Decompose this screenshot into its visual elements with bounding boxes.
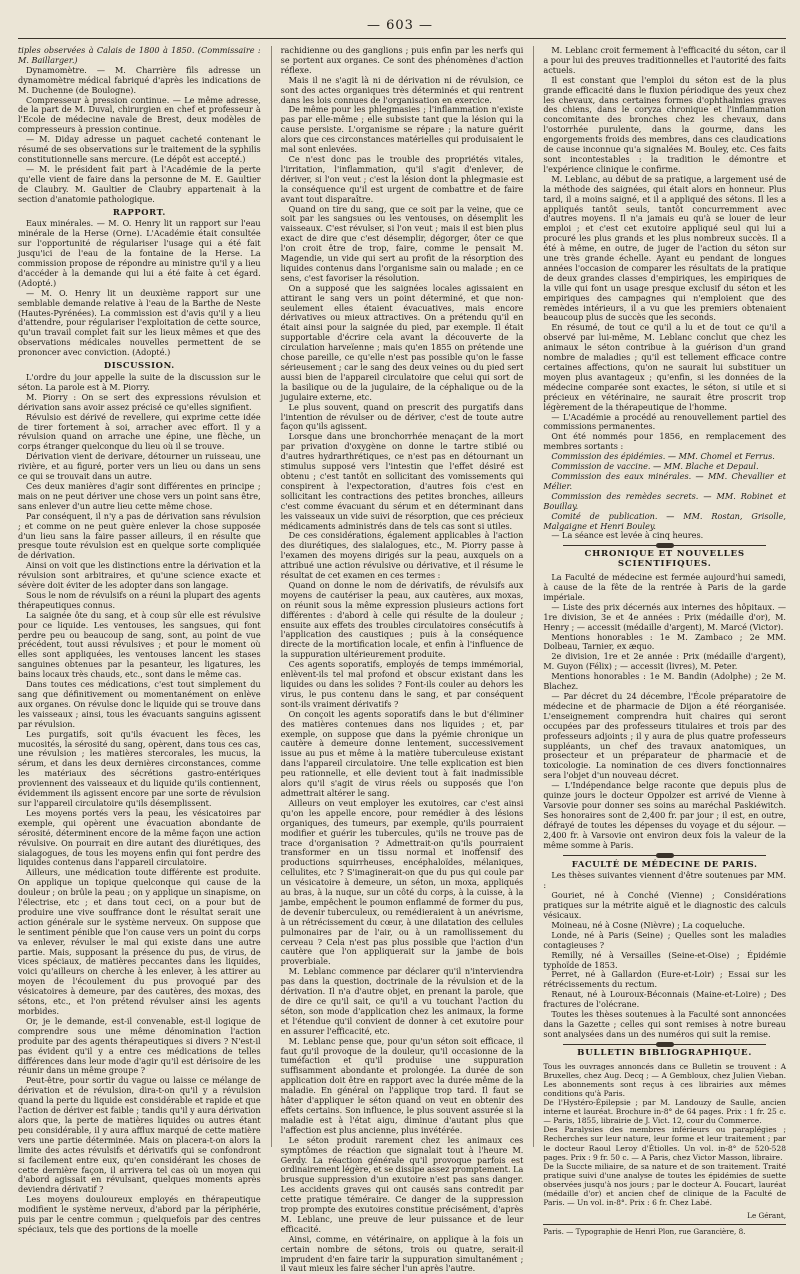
paragraph: Gouriet, né à Conché (Vienne) ; Considérations pratiques sur la métrite aiguë et le diagnostic des calculs vésicaux.: [543, 890, 787, 921]
paragraph: Mais il ne s'agit là ni de dérivation ni de révulsion, ce sont des actes organiques très déterminés et qui rentrent dans les lois connues de l'organisation en exercice.: [280, 74, 524, 105]
page-number: — 603 —: [366, 18, 434, 33]
paragraph: M. Leblanc pense que, pour qu'un séton soit efficace, il faut qu'il provoque de la douleur, qu'il occasionne de la tuméfaction et qu'il produise une suppuration suffisamment abondante et prolongée. La durée de son application doit être en rapport avec la durée même de la maladie. En général on l'applique trop tard. Il faut se hâter d'appliquer le séton quand on veut en obtenir des effets certains. Son influence, le plus souvent assurée si la maladie est à l'état aigu, diminue d'autant plus que l'affection est plus ancienne, plus invétérée.: [280, 1035, 524, 1135]
separator-rule: [563, 1044, 766, 1045]
paragraph: Dans toutes ces médications, c'est tout simplement du sang que définitivement ou momentanément on enlève aux organes. On révulse donc le liquide qui se trouve dans les vaisseaux ; ainsi, tous les évacuants sanguins agissent par révulsion.: [18, 679, 261, 729]
section-heading-discussion: DISCUSSION.: [103, 360, 175, 371]
bibliography-entry: De l'Hystéro-Épilepsie ; par M. Landouzy de Saulle, ancien interne et lauréat. Brochure in-8° de 64 pages. Prix : 1 fr. 25 c. — Paris, 1855, librairie de J. Vict. 12, cour du Commerce.: [543, 1098, 787, 1126]
paragraph: Ainsi on voit que les distinctions entre la dérivation et la révulsion sont arbitraires, et qu'une science exacte et sévère doit éviter de les adopter dans son langage.: [18, 560, 261, 591]
paragraph: De ces considérations, également applicables à l'action des diurétiques, des sialalogues, etc., M. Piorry passe à l'examen des moyens dirigés sur la peau, auxquels on a attribué une action révulsive ou dérivative, et il résume le résultat de cet examen en ces termes :: [280, 530, 524, 581]
paragraph: rachidienne ou des ganglions ; puis enfin par les nerfs qui se portent aux organes. Ce sont des phénomènes d'action réflexe.: [280, 45, 524, 75]
separator-rule: [563, 545, 766, 546]
section-heading-faculte: FACULTÉ DE MÉDECINE DE PARIS.: [571, 858, 758, 869]
paragraph: Londe, né à Paris (Seine) ; Quelles sont les maladies contagieuses ?: [543, 929, 787, 950]
paragraph: La saignée ôte du sang, et à coup sûr elle est révulsive pour ce liquide. Les ventouses, les sangsues, qui font perdre peu ou beaucoup de sang, sont, au point de vue précédent, tout aussi révulsives ; et pour le moment où elles sont appliquées, les ventouses lancent les stases sanguines obtenues par la pesanteur, les ligatures, les bains locaux très chauds, etc., sont dans le même cas.: [18, 609, 261, 680]
paragraph: Remilly, né à Versailles (Seine-et-Oise) ; Épidémie typhoïde de 1853.: [543, 949, 787, 970]
paragraph: Eaux minérales. — M. O. Henry lit un rapport sur l'eau minérale de la Herse (Orne). L'Académie était consultée sur l'opportunité de régulariser l'usage qui a été fait jusqu'ici de l'eau de la fontaine de la Herse. La commission propose de répondre au ministre qu'il y a lieu d'accéder à la demande qui lui a été faite à cet égard. (Adopté.): [18, 218, 261, 288]
paragraph: Dérivation vient de derivare, détourner un ruisseau, une rivière, et au figuré, porter vers un lieu ou dans un sens ce qui se trouvait dans un autre.: [18, 451, 261, 482]
column-left: [18, 45, 261, 1234]
paragraph: Quand on tire du sang, que ce soit par la veine, que ce soit par les sangsues ou les ventouses, on désemplit les vaisseaux. C'est révulser, si l'on veut ; mais il est bien plus exact de dire que c'est désemplir, dégorger, ôter ce que l'on croit être de trop, faire, comme le pensait M. Magendie, un vide qui sert au profit de la résorption des liquides contenus dans l'organisme sain ou malade ; en ce sens, c'est favoriser la résolution.: [280, 203, 524, 283]
paragraph: tiples observées à Calais de 1800 à 1850. (Commissaire : M. Baillarger.): [18, 45, 261, 65]
paragraph: Lorsque dans une bronchorrhée menaçant de la mort par privation d'oxygène on donne le tartre stibié ou d'autres hydrarthrétiques, ce n'est pas en détournant un stimulus supposé vers l'intestin que l'effet désiré est obtenu ; c'est tantôt en sollicitant des vomissements qui conspirent à l'expectoration, d'autres fois c'est en sollicitant les contractions des petites bronches, ailleurs c'est comme évacuant du sérum et en déterminant dans les vaisseaux un vide suivi de résorption, que ces précieux médicaments administrés dans de tels cas sont si utiles.: [280, 431, 524, 531]
paragraph: Les purgatifs, soit qu'ils évacuent les fèces, les mucosités, la sérosité du sang, opèrent, dans tous ces cas, une révulsion ; les matières stercorales, les mucus, la sérum, et dans les deux dernières circonstances, comme les matériaux des sécrétions gastro-entériques proviennent des vaisseaux et du liquide qu'ils contiennent, évidemment ils agissent encore par une sorte de révulsion sur l'appareil circulatoire qu'ils désemplissent.: [18, 728, 261, 808]
paragraph: — M. le président fait part à l'Académie de la perte qu'elle vient de faire dans la personne de M. E. Gaultier de Claubry. M. Gaultier de Claubry appartenait à la section d'anatomie pathologique.: [18, 163, 261, 204]
paragraph: Le séton produit rarement chez les animaux ces symptômes de réaction que signalait tout à l'heure M. Gerdy. La réaction générale qu'il provoque parfois est ordinairement légère, et se dissipe assez promptement. La brusque suppression d'un exutoire n'est pas sans danger. Les accidents graves qui ont causés sans contredit par cette pratique téméraire. Ce danger de la suppression trop prompte des exutoires constitue précisément, d'après M. Leblanc, une preuve de leur puissance et de leur efficacité.: [280, 1134, 524, 1234]
paragraph: Par conséquent, il n'y a pas de dérivation sans révulsion ; et comme on ne peut guère enlever la chose supposée d'un lieu sans la faire passer ailleurs, il en résulte que presque toute révulsion est en quelque sorte compliquée de dérivation.: [18, 510, 261, 561]
paragraph: Perret, né à Gallardon (Eure-et-Loir) ; Essai sur les rétrécissements du rectum.: [543, 969, 787, 990]
paragraph: On conçoit les agents soporatifs dans le but d'éliminer des matières contenues dans nos liquides ; et, par exemple, on suppose que dans la pyémie chronique un cautère à demeure donne lentement, successivement issue au pus et même à la matière tuberculeuse existant dans l'appareil circulatoire. Une telle explication est bien peu rationnelle, et elle devient tout à fait inadmissible alors qu'il s'agit de virus réels ou supposés que l'on admettrait altérer le sang.: [280, 708, 524, 798]
paragraph: L'ordre du jour appelle la suite de la discussion sur le séton. La parole est à M. Piorry.: [18, 372, 261, 392]
text-columns: [18, 45, 787, 1274]
paragraph: Comité de publication. — MM. Rostan, Grisolle, Malgaigne et Henri Bouley.: [543, 510, 787, 531]
paragraph: Les moyens portés vers la peau, les vésicatoires par exemple, qui opèrent une évacuation abondante de sérosité, déterminent encore de la même façon une action révulsive. On pourrait en dire autant des diurétiques, des sialagogues, de tous les moyens enfin qui font perdre des liquides contenus dans l'appareil circulatoire.: [18, 807, 261, 868]
paragraph: Les thèses suivantes viennent d'être soutenues par MM. :: [543, 870, 787, 891]
paragraph: Commission des remèdes secrets. — MM. Robinet et Bouillay.: [543, 490, 787, 511]
paragraph: Ces agents soporatifs, employés de temps immémorial, enlèvent-ils tel mal profond et obscur existant dans les liquides ou dans les solides ? Font-ils couler au dehors les virus, le pus contenu dans le sang, et par conséquent sont-ils vraiment dérivatifs ?: [280, 659, 524, 709]
paragraph: Ainsi, comme, en vétérinaire, on applique à la fois un certain nombre de sétons, trois ou quatre, serait-il imprudent d'en faire tarir la suppuration simultanément ; il vaut mieux les faire sécher l'un après l'autre.: [280, 1233, 524, 1274]
section-heading-bulletin: BULLETIN BIBLIOGRAPHIQUE.: [577, 1047, 753, 1058]
section-heading-chronique: CHRONIQUE ET NOUVELLES SCIENTIFIQUES.: [584, 549, 745, 570]
paragraph: — L'Indépendance belge raconte que depuis plus de quinze jours le docteur Oppolzer est arrivé de Vienne à Varsovie pour donner ses soins au maréchal Paskiéwitch. Ses honoraires sont de 2,400 fr. par jour ; il est, en outre, défrayé de toutes les dépenses du voyage et du séjour. — 2,400 fr. à Varsovie ont environ deux fois la valeur de la même somme à Paris.: [543, 780, 787, 850]
paragraph: Le plus souvent, quand on prescrit des purgatifs dans l'intention de révulser ou de dériver, c'est de toute autre façon qu'ils agissent.: [280, 401, 524, 432]
bibliography-entry: Des Paralysies des membres inférieurs ou paraplégies ; Recherches sur leur nature, leur forme et leur traitement ; par le docteur Raoul Leroy d'Étiolles. Un vol. in-8° de 520-528 pages. Prix : 9 fr. 50 c. — A Paris, chez Victor Masson, libraire.: [543, 1125, 787, 1162]
column-right: [533, 45, 787, 1237]
paragraph: Dynamomètre. — M. Charrière fils adresse un dynamomètre médical fabriqué d'après les indications de M. Duchenne (de Boulogne).: [18, 64, 261, 95]
paragraph: — M. O. Henry lit un deuxième rapport sur une semblable demande relative à l'eau de la Barthe de Neste (Hautes-Pyrénées). La commission est d'avis qu'il y a lieu d'attendre, pour régulariser l'exploitation de cette source, qu'un travail complet fait sur les lieux mêmes et que des observations médicales nouvelles permettent de se prononcer avec conviction. (Adopté.): [18, 287, 261, 358]
paragraph: Ailleurs on veut employer les exutoires, car c'est ainsi qu'on les appelle encore, pour remédier à des lésions organiques, des tumeurs, par exemple, qu'ils pourraient modifier et guérir les tubercules, qu'ils ne trouve pas de trace d'organisation ? Admettrait-on qu'ils pourraient transformer en un tissu normal et inoffensif des productions squirrheuses, encéphaloïdes, mélaniques, cellulites, etc ? S'imaginerait-on que du pus qui coule par un vésicatoire à demeure, un séton, un moxa, appliqués au bras, à la nuque, sur un côté du corps, à la cuisse, à la jambe, empêchent le poumon enflammé de former du pus, de devenir tuberculeux, ou remédieraient à un anévrisme, à un rétrécissement du cœur, à une dilatation des cellules pulmonaires par de l'air, ou à un ramollissement du cerveau ? Cela n'est pas plus possible que l'action d'un cautère que l'on appliquerait sur la jambe de bois proverbiale.: [280, 797, 524, 967]
paragraph: Commission des épidémies. — MM. Chomel et Ferrus.: [551, 451, 775, 462]
paragraph: — Par décret du 24 décembre, l'École préparatoire de médecine et de pharmacie de Dijon a été réorganisée. L'enseignement comprendra huit chaires qui seront occupées par des professeurs titulaires et trois par des professeurs adjoints ; il y aura de plus quatre professeurs suppléants, un chef des travaux anatomiques, un prosecteur et un préparateur de pharmacie et de toxicologie. La nomination de ces divers fonctionnaires sera l'objet d'un nouveau décret.: [543, 691, 787, 781]
paragraph: Or, je le demande, est-il convenable, est-il logique de comprendre sous une même dénomination l'action produite par des agents thérapeutiques si divers ? N'est-il pas évident qu'il y a entre ces médications de telles différences dans leur mode d'agir qu'il est dérisoire de les réunir dans un même groupe ?: [18, 1015, 261, 1076]
paragraph: En résumé, de tout ce qu'il a lu et de tout ce qu'il a observé par lui-même, M. Leblanc conclut que chez les animaux le séton contribue à la guérison d'un grand nombre de maladies ; qu'il est tellement efficace contre certaines affections, qu'on ne saurait lui substituer un moyen plus avantageux ; qu'enfin, si les données de la médecine comparée sont exactes, le séton, si utile et si précieux en vétérinaire, ne saurait être proscrit trop légèrement de la thérapeutique de l'homme.: [543, 322, 787, 412]
paragraph: Mentions honorables : 1e M. Zambaco ; 2e MM. Dolbeau, Tarnier, ex æquo.: [543, 631, 787, 652]
paragraph: Commission de vaccine. — MM. Blache et Depaul.: [551, 461, 759, 472]
paragraph: Ce n'est donc pas le trouble des propriétés vitales, l'irritation, l'inflammation, qu'il s'agit d'enlever, de dériver, si l'on veut ; c'est la lésion dont la phlegmasie est la conséquence qu'il est urgent de combattre et de faire avant tout disparaître.: [280, 153, 524, 204]
bibliography-entry: Tous les ouvrages annoncés dans ce Bulletin se trouvent : A Bruxelles, chez Aug. Decq ; — A Gembloux, chez Julien Vieban. Les abonnements sont reçus à ces librairies aux mêmes conditions qu'à Paris.: [543, 1061, 787, 1098]
paragraph: Compresseur à pression continue. — Le même adresse, de la part de M. Duval, chirurgien en chef et professeur à l'Ecole de médecine navale de Brest, deux modèles de compresseurs à pression continue.: [18, 94, 261, 135]
paragraph: — L'Académie a procédé au renouvellement partiel des commissions permanentes.: [543, 411, 787, 432]
footer-imprint: Paris. — Typographie de Henri Plon, rue Garancière, 8.: [543, 1227, 746, 1237]
column-middle: [271, 45, 524, 1274]
paragraph: — La séance est levée à cinq heures.: [551, 530, 704, 541]
paragraph: Mentions honorables : 1e M. Bandin (Adolphe) ; 2e M. Blachez.: [543, 671, 787, 692]
page-footer: [543, 1211, 786, 1236]
paragraph: Les moyens douloureux employés en thérapeutique modifient le système nerveux, d'abord par la périphérie, puis par le centre commun ; quelquefois par des centres spéciaux, tels que des portions de la moelle: [18, 1194, 261, 1234]
paragraph: Ces deux manières d'agir sont différentes en principe ; mais on ne peut dériver une chose vers un point sans être, sans enlever d'un autre lieu cette même chose.: [18, 480, 261, 511]
paragraph: M. Leblanc commence par déclarer qu'il n'interviendra pas dans la question, doctrinale de la révulsion et de la dérivation. Il n'a d'autre objet, en prenant la parole, que de dire ce qu'il sait, ce qu'il a vu touchant l'action du séton, son mode d'application chez les animaux, la forme et l'étendue qu'il convient de donner à cet exutoire pour en assurer l'efficacité, etc.: [280, 966, 524, 1036]
paragraph: De même pour les phlegmasies ; l'inflammation n'existe pas par elle-même ; elle subsiste tant que la lésion qui la cause persiste. L'organisme se répare ; la nature guérit alors que ces circonstances matérielles qui produisaient le mal sont enlevées.: [280, 104, 524, 155]
paragraph: Toutes les thèses soutenues à la Faculté sont annoncées dans la Gazette ; celles qui sont remises à notre bureau sont analysées dans un des numéros qui suit la remise.: [543, 1009, 787, 1039]
paragraph: La Faculté de médecine est fermée aujourd'hui samedi, à cause de la fête de la rentrée à Paris de la garde impériale.: [543, 572, 787, 602]
paragraph: — M. Diday adresse un paquet cacheté contenant le résumé de ses observations sur le traitement de la syphilis constitutionnelle sans mercure. (Le dépôt est accepté.): [18, 134, 261, 164]
paragraph: Quand on donne le nom de dérivatifs, de révulsifs aux moyens de cautériser la peau, aux cautères, aux moxas, on réunit sous la même expression plusieurs actions fort différentes : d'abord à celle qui résulte de la douleur ; ensuite aux effets des troubles circulatoires consécutifs à l'application des caustiques ; puis à la conséquence directe de la mortification locale, et enfin à l'influence de la suppuration ultérieurement produite.: [280, 579, 524, 660]
paragraph: Il est constant que l'emploi du séton est de la plus grande efficacité dans le fluxion périodique des yeux chez les chevaux, dans certaines formes d'ophthalmies graves des chiens, dans le coryza chronique et l'inflammation concomitante des bronches chez les chevaux, dans l'ostorrhée purulente, dans la gourme, dans les engorgements froids des membres, dans ces claudications de cause inconnue qu'a signalées M. Bouley, etc. Ces faits sont incontestables : la tradition le démontre et l'expérience clinique le confirme.: [543, 74, 787, 174]
paragraph: Ailleurs, une médication toute différente est produite. On applique un topique quelconque qui cause de la douleur ; on brûle la peau ; on y applique un sinapisme, on l'électrise, etc ; et dans tout ceci, on a pour but de produire une vive souffrance dont le résultat serait une action générale sur le système nerveux. On suppose que le sentiment pénible que l'on cause vers un point du corps va enlever, révulser le mal qui existe dans une autre partie. Mais, supposant la présence du pus, de virus, de vices spéciaux, de matières peccantes dans les liquides, voici qu'ailleurs on cherche à les enlever, à les attirer au moyen de l'écoulement du pus provoqué par des vésicatoires à demeure, par des cautères, des moxas, des sétons, etc., et l'on prétend révulser ainsi les agents morbides.: [18, 867, 261, 1016]
paragraph: M. Leblanc croit fermement à l'efficacité du séton, car il a pour lui des preuves traditionnelles et l'autorité des faits actuels.: [543, 45, 787, 75]
footer-gerant: Le Gérant,: [747, 1211, 787, 1221]
paragraph: Commission des eaux minérales. — MM. Chevallier et Mélier.: [543, 470, 787, 491]
bibliography-entry: De la Succte miliaire, de sa nature et de son traitement. Traité pratique suivi d'une analyse de toutes les épidémies de suette observées jusqu'à nos jours ; par le docteur A. Foucart, lauréat (médaille d'or) et ancien chef de clinique de la Faculté de Paris. — Un vol. in-8°. Prix : 6 fr. Chez Labé.: [543, 1161, 787, 1208]
section-heading-rapport: RAPPORT.: [112, 206, 166, 217]
paragraph: Renaut, né à Louroux-Béconnais (Maine-et-Loire) ; Des fractures de l'olécrane.: [543, 989, 787, 1010]
paragraph: M. Leblanc, au début de sa pratique, a largement usé de la méthode des saignées, qui était alors en honneur. Plus tard, il a moins saigné, et il a appliqué des sétons. Il les a appliqués tantôt seuls, tantôt concurremment avec d'autres moyens. Il n'a jamais eu qu'à se louer de leur emploi ; et c'est cet exutoire appliqué seul qui lui a procuré les plus grands et les plus nombreux succès. Il a été à même, en outre, de juger de l'action du séton sur une très grande échelle. Ayant eu pendant de longues années l'occasion de comparer les résultats de la pratique de deux grandes classes d'empiriques, les empiriques de la ville qui font un usage presque exclusif du séton et les empiriques des campagnes qui n'emploient que des remèdes intérieurs, il a vu que les premiers obtenaient beaucoup plus de succès que les seconds.: [543, 173, 787, 323]
paragraph: M. Piorry : On se sert des expressions révulsion et dérivation sans avoir assez précisé ce qu'elles signifient.: [18, 391, 261, 412]
separator-rule: [563, 855, 766, 856]
paragraph: 2e division, 1re et 2e année : Prix (médaille d'argent), M. Guyon (Félix) ; — accessit (livres), M. Peter.: [543, 651, 787, 672]
paragraph: Peut-être, pour sortir du vague ou laisse ce mélange de dérivation et de révulsion, dira-t-on qu'il y a révulsion quand la perte du liquide est considérable et rapide et que l'action de dériver est faible ; tandis qu'il y aura dérivation alors que, la perte de matières liquides ou autres étant peu considérable, il y aura afflux marqué de cette matière vers une partie déterminée. Mais on placera-t-on alors la limite des actes révulsifs et dérivatifs qui se confondront si facilement entre eux, qu'en considérant les choses de cette dernière façon, il arrivera tel cas où un moyen qui d'abord agissait en révulsant, quelques moments après deviendra dérivatif ?: [18, 1075, 261, 1195]
header-rule: [18, 38, 786, 39]
footer-rule: [543, 1224, 786, 1225]
paragraph: Ont été nommés pour 1856, en remplacement des membres sortants :: [543, 431, 787, 452]
bibliography-list: [543, 1062, 786, 1208]
paragraph: Révulsio est dérivé de revellere, qui exprime cette idée de tirer fortement à soi, arracher avec effort. Il y a révulsion quand on arrache une épine, une flèche, un corps étranger quelconque du lieu où il se trouve.: [18, 411, 261, 452]
paragraph: On a supposé que les saignées locales agissaient en attirant le sang vers un point déterminé, et que non-seulement elles étaient évacuatives, mais encore dérivatives ou mieux attractives. On a prétendu qu'il en était ainsi pour la saignée du pied, par exemple. Il était supportable d'écrire cela avant la découverte de la circulation harveïenne ; mais qu'en 1855 on prétende une chose pareille, ce qu'elle n'est pas possible qu'on le fasse sérieusement ; car le sang des deux veines ou du pied sert aussi bien de l'appareil circulatoire que celui qui sort de la basilique ou de la jugulaire, de la céphalique ou de la jugulaire externe, etc.: [280, 282, 524, 402]
paragraph: Sous le nom de révulsifs on a réuni la plupart des agents thérapeutiques connus.: [18, 589, 261, 610]
paragraph: Moineau, né à Cosne (Nièvre) ; La coqueluche.: [551, 919, 745, 930]
paragraph: — Liste des prix décernés aux internes des hôpitaux. — 1re division, 3e et 4e années : Prix (médaille d'or), M. Henry ; — accessit (médaille d'argent), M. Marcé (Victor).: [543, 601, 787, 632]
